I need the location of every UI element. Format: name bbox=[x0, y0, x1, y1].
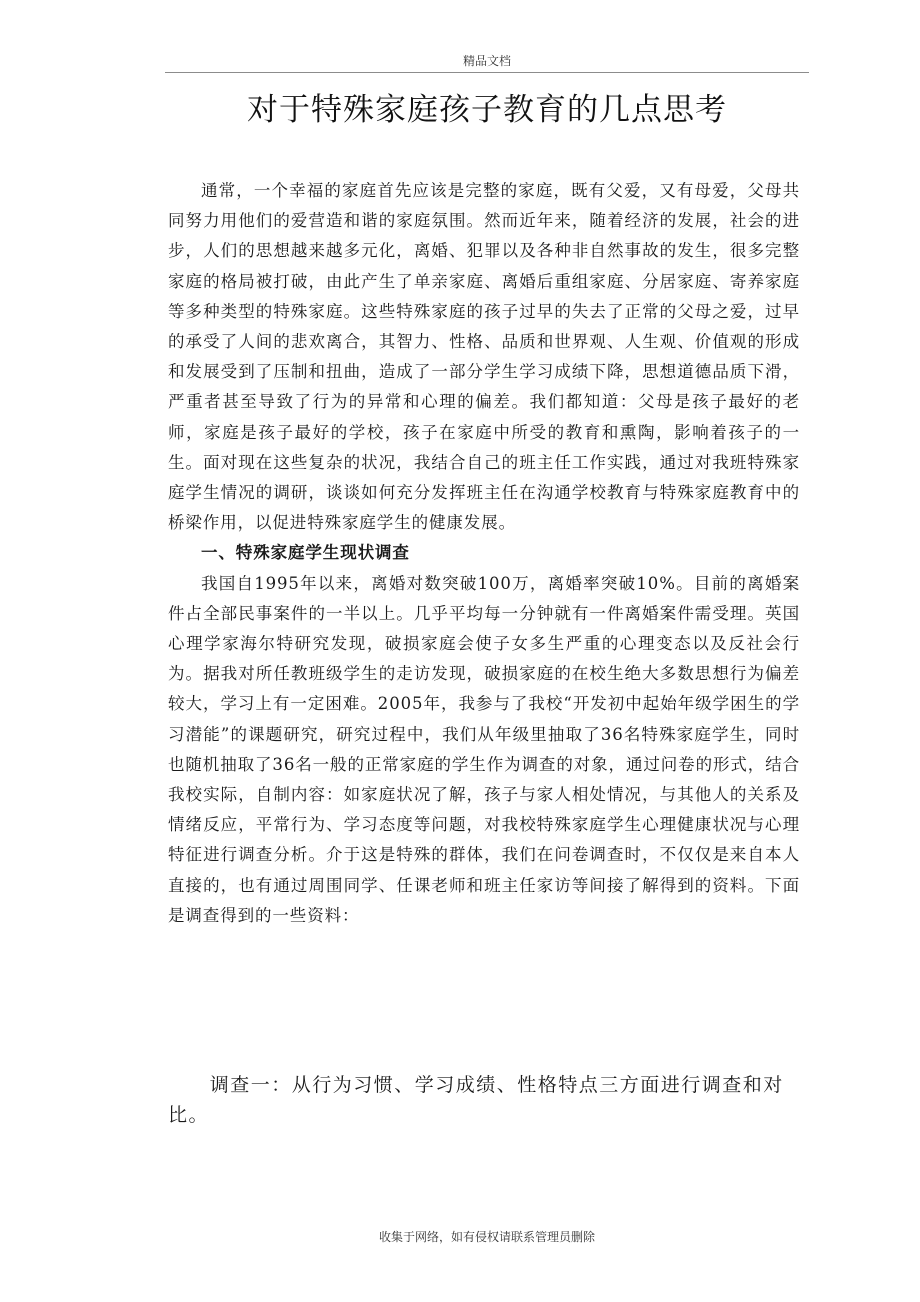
intro-paragraph: 通常，一个幸福的家庭首先应该是完整的家庭，既有父爱，又有母爱，父母共同努力用他们的爱营造和谐的家庭氛围。然而近年来，随着经济的发展，社会的进步，人们的思想越来越多元化，离婚、犯罪以及各种非自然事故的发生，很多完整家庭的格局被打破，由此产生了单亲家庭、离婚后重组家庭、分居家庭、寄养家庭等多种类型的特殊家庭。这些特殊家庭的孩子过早的失去了正常的父母之爱，过早的承受了人间的悲欢离合，其智力、性格、品质和世界观、人生观、价值观的形成和发展受到了压制和扭曲，造成了一部分学生学习成绩下降，思想道德品质下滑，严重者甚至导致了行为的异常和心理的偏差。我们都知道：父母是孩子最好的老师，家庭是孩子最好的学校，孩子在家庭中所受的教育和熏陶，影响着孩子的一生。面对现在这些复杂的状况，我结合自己的班主任工作实践，通过对我班特殊家庭学生情况的调研，谈谈如何充分发挥班主任在沟通学校教育与特殊家庭教育中的桥梁作用，以促进特殊家庭学生的健康发展。 bbox=[168, 181, 800, 533]
survey-heading: 调查一：从行为习惯、学习成绩、性格特点三方面进行调查和对比。 bbox=[168, 1074, 784, 1126]
page-header: 精品文档 bbox=[165, 52, 809, 73]
document-title: 对于特殊家庭孩子教育的几点思考 bbox=[247, 92, 727, 128]
section-paragraph: 我国自1995年以来，离婚对数突破100万，离婚率突破10%。目前的离婚案件占全部民事案件的一半以上。几乎平均每一分钟就有一件离婚案件需受理。英国心理学家海尔特研究发现，破损家庭会使子女多生严重的心理变态以及反社会行为。据我对所任教班级学生的走访发现，破损家庭的在校生绝大多数思想行为偏差较大，学习上有一定困难。2005年，我参与了我校“开发初中起始年级学困生的学习潜能”的课题研究，研究过程中，我们从年级里抽取了36名特殊家庭学生，同时也随机抽取了36名一般的正常家庭的学生作为调查的对象，通过问卷的形式，结合我校实际，自制内容：如家庭状况了解，孩子与家人相处情况，与其他人的关系及情绪反应，平常行为、学习态度等问题，对我校特殊家庭学生心理健康状况与心理特征进行调查分析。介于这是特殊的群体，我们在问卷调查时，不仅仅是来自本人直接的，也有通过周围同学、任课老师和班主任家访等间接了解得到的资料。下面是调查得到的一些资料： bbox=[168, 573, 800, 925]
document-body bbox=[168, 176, 800, 931]
section-heading: 一、特殊家庭学生现状调查 bbox=[201, 543, 410, 563]
page-footer: 收集于网络，如有侵权请联系管理员删除 bbox=[378, 1230, 595, 1244]
